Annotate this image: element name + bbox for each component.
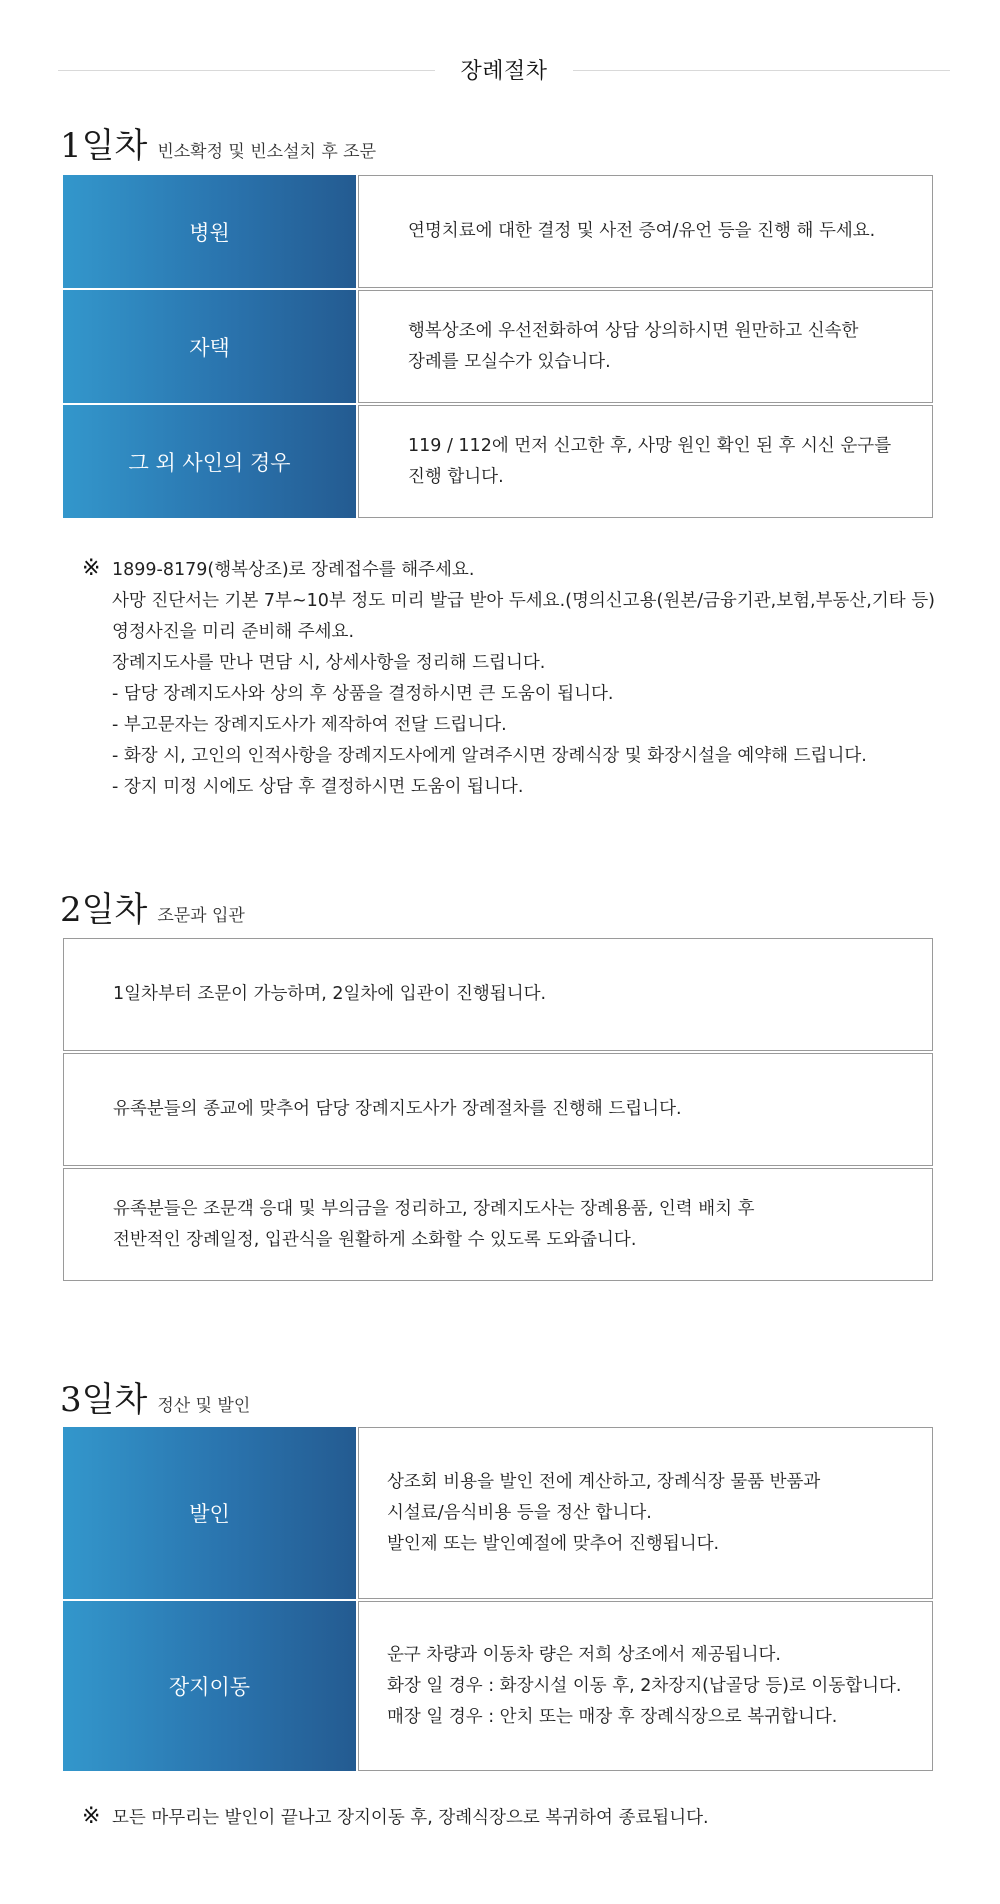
day1-notes [82, 553, 962, 803]
description-line: 유족분들은 조문객 응대 및 부의금을 정리하고, 장례지도사는 장례용품, 인력 배치 후 [113, 1198, 755, 1219]
day2-row [63, 1168, 933, 1281]
row-description [358, 175, 933, 288]
note-line: 사망 진단서는 기본 7부~10부 정도 미리 발급 받아 두세요.(명의신고용(원본/금융기관,보험,부동산,기타 등) [112, 591, 935, 611]
day3-subtitle: 정산 및 발인 [157, 1396, 251, 1416]
description-line: 진행 합니다. [408, 466, 504, 487]
day1-table [63, 175, 933, 518]
description-line: 유족분들의 종교에 맞추어 담당 장례지도사가 장례절차를 진행해 드립니다. [113, 1099, 682, 1119]
day3-heading [60, 1372, 250, 1421]
page-title: 장례절차 [460, 59, 548, 84]
reference-mark-icon: ※ [82, 556, 101, 581]
day1-row-home [63, 290, 933, 403]
day2-table [63, 938, 933, 1281]
note-line: - 화장 시, 고인의 인적사항을 장례지도사에게 알려주시면 장례식장 및 화장시설을 예약해 드립니다. [112, 746, 867, 766]
day2-number: 2일차 [60, 890, 148, 930]
row-label: 장지이동 [63, 1601, 356, 1771]
description-line: 시설료/음식비용 등을 정산 합니다. [387, 1502, 652, 1523]
note-line: - 부고문자는 장례지도사가 제작하여 전달 드립니다. [112, 715, 507, 735]
day1-row-other [63, 405, 933, 518]
day3-row-burial-move [63, 1601, 933, 1771]
row-label: 자택 [63, 290, 356, 403]
description-line: 화장 일 경우 : 화장시설 이동 후, 2차장지(납골당 등)로 이동합니다. [387, 1675, 902, 1696]
description-line: 상조회 비용을 발인 전에 계산하고, 장례식장 물품 반품과 [387, 1471, 821, 1492]
day3-table [63, 1427, 933, 1771]
day2-subtitle: 조문과 입관 [157, 906, 245, 926]
note-line: 장례지도사를 만나 면담 시, 상세사항을 정리해 드립니다. [112, 653, 546, 673]
description-line: 1일차부터 조문이 가능하며, 2일차에 입관이 진행됩니다. [113, 984, 547, 1004]
description-line: 운구 차량과 이동차 량은 저희 상조에서 제공됩니다. [387, 1644, 781, 1665]
row-label: 병원 [63, 175, 356, 288]
day1-row-hospital [63, 175, 933, 288]
row-description [358, 1601, 933, 1771]
row-description [358, 405, 933, 518]
note-line: 영정사진을 미리 준비해 주세요. [112, 622, 355, 642]
row-label: 그 외 사인의 경우 [63, 405, 356, 518]
description-line: 매장 일 경우 : 안치 또는 매장 후 장례식장으로 복귀합니다. [387, 1706, 838, 1727]
row-description [358, 290, 933, 403]
note-text: 1899-8179(행복상조)로 장례접수를 해주세요. [112, 560, 475, 580]
description-line: 119 / 112에 먼저 신고한 후, 사망 원인 확인 된 후 시신 운구를 [408, 435, 892, 456]
note-line [82, 553, 962, 586]
description-line: 장례를 모실수가 있습니다. [408, 351, 611, 372]
note-text: 모든 마무리는 발인이 끝나고 장지이동 후, 장례식장으로 복귀하여 종료됩니다. [112, 1808, 709, 1828]
description-line: 발인제 또는 발인예절에 맞추어 진행됩니다. [387, 1533, 720, 1554]
note-line [82, 1801, 962, 1834]
reference-mark-icon: ※ [82, 1804, 101, 1829]
day2-row [63, 1053, 933, 1166]
day3-row-departure [63, 1427, 933, 1599]
day1-number: 1일차 [60, 126, 148, 166]
title-divider-right [573, 70, 950, 71]
note-line: - 장지 미정 시에도 상담 후 결정하시면 도움이 됩니다. [112, 777, 524, 797]
row-label: 발인 [63, 1427, 356, 1599]
page-title-bar [58, 50, 950, 90]
day1-subtitle: 빈소확정 및 빈소설치 후 조문 [157, 142, 377, 162]
day1-heading [60, 118, 376, 167]
day2-heading [60, 882, 245, 931]
row-description [358, 1427, 933, 1599]
note-line: - 담당 장례지도사와 상의 후 상품을 결정하시면 큰 도움이 됩니다. [112, 684, 614, 704]
description-line: 행복상조에 우선전화하여 상담 상의하시면 원만하고 신속한 [408, 320, 859, 341]
day3-number: 3일차 [60, 1380, 148, 1420]
day2-row [63, 938, 933, 1051]
description-line: 전반적인 장례일정, 입관식을 원활하게 소화할 수 있도록 도와줍니다. [113, 1229, 637, 1250]
description-line: 연명치료에 대한 결정 및 사전 증여/유언 등을 진행 해 두세요. [408, 221, 876, 241]
day3-note [82, 1801, 962, 1834]
